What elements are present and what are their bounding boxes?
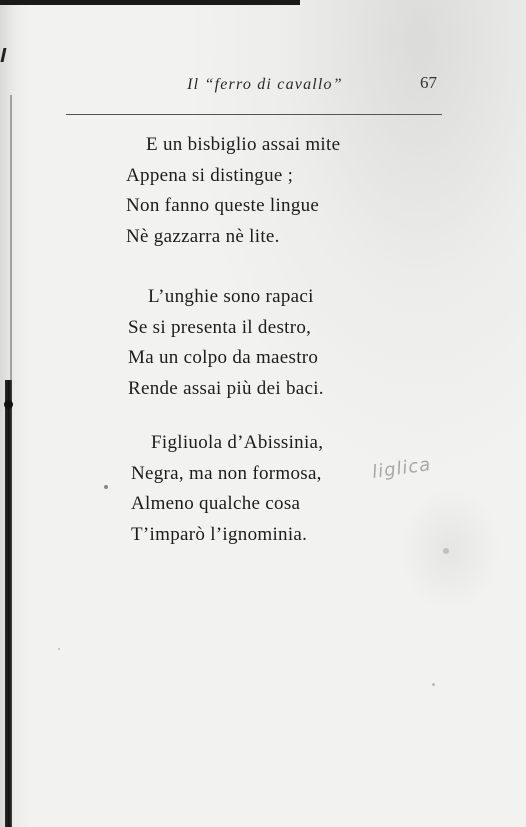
verse-line: Appena si distingue ;	[126, 164, 294, 186]
stanza	[131, 428, 323, 550]
verse-line: Figliuola d’Abissinia,	[151, 432, 324, 453]
page-number: 67	[420, 73, 437, 92]
paper-speck	[104, 485, 108, 489]
verse-line: Non fanno queste lingue	[126, 195, 320, 216]
verse-line: Ma un colpo da maestro	[128, 347, 319, 368]
spine-dot	[4, 400, 13, 409]
page-top-edge	[0, 0, 300, 5]
verse-line: E un bisbiglio assai mite	[146, 134, 341, 155]
verse-line: Se si presenta il destro,	[128, 316, 312, 338]
spine-mark	[1, 48, 13, 62]
book-spine-edge	[5, 380, 12, 827]
paper-speck	[432, 683, 435, 686]
verse-line: T’imparò l’ignominia.	[131, 523, 308, 545]
verse-line: Rende assai più dei baci.	[128, 377, 324, 399]
header-rule	[66, 114, 442, 115]
handwritten-margin-note: liglica	[370, 453, 433, 484]
verse-line: L’unghie sono rapaci	[148, 286, 314, 307]
running-title: Il “ferro di cavallo”	[187, 76, 343, 93]
paper-speck	[443, 548, 449, 554]
verse-line: Almeno qualche cosa	[131, 493, 301, 514]
stanza	[126, 130, 340, 252]
verse-line: Negra, ma non formosa,	[131, 462, 322, 484]
binding-shadow	[10, 95, 12, 385]
verse-line: Nè gazzarra nè lite.	[126, 225, 280, 247]
paper-speck	[58, 648, 60, 650]
stanza	[128, 282, 324, 404]
